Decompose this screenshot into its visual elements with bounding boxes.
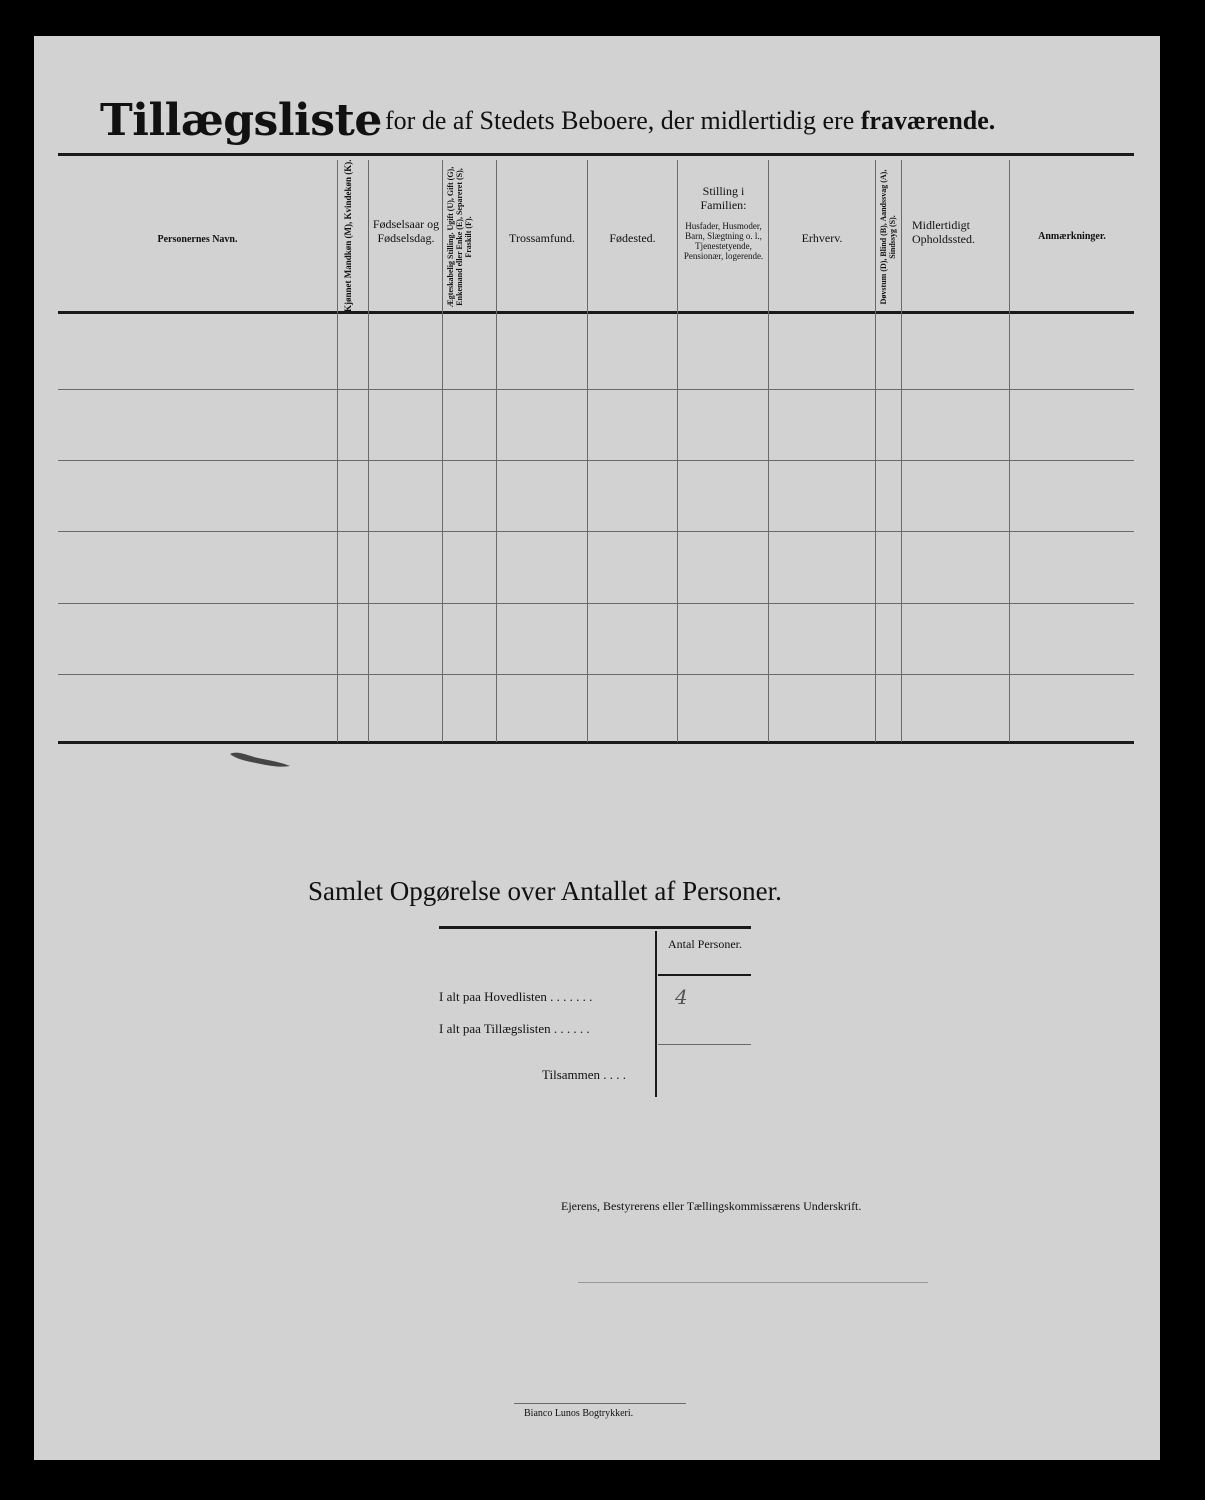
table-row [58,389,1134,390]
ink-smudge [228,750,292,770]
column-header-stilling-sub: Husfader, Husmoder, Barn, Slægtning o. l., Tjenestetyende, Pensionær, logerende. [683,221,764,261]
column-header-anmaerkninger: Anmærkninger. [1038,231,1106,242]
form-subtitle-text: for de af Stedets Beboere, der midlertidig ere [385,106,855,135]
summary-label-tilsammen: Tilsammen . . . . [542,1067,627,1082]
form-subtitle [385,106,995,136]
column-divider [677,160,678,742]
summary-top-rule [439,926,751,929]
column-header-aegte: Ægteskabelig Stilling. Ugift (U), Gift (G), Enkemand eller Enke (E), Separeret (S), Fraskilt (F). [446,166,473,308]
column-divider [901,160,902,742]
table-bottom-rule [58,741,1134,744]
table-row [58,603,1134,604]
column-divider [496,160,497,742]
column-divider [368,160,369,742]
summary-total-rule [658,1044,751,1045]
census-form-page [34,36,1160,1460]
column-header-erhverv: Erhverv. [801,231,843,245]
summary-label-hovedlisten: I alt paa Hovedlisten . . . . . . . [439,989,593,1004]
table-row [58,674,1134,675]
column-divider [587,160,588,742]
column-header-kjonnet: Kjønnet Mandkøn (M), Kvindekøn (K). [343,159,353,312]
summary-title: Samlet Opgørelse over Antallet af Personer. [308,876,782,906]
column-divider [337,160,338,742]
column-divider [875,160,876,742]
summary-column-header: Antal Personer. [668,937,742,951]
printer-imprint: Bianco Lunos Bogtrykkeri. [524,1408,634,1419]
column-header-stilling: Stilling i Familien: [700,184,747,212]
table-top-rule [58,153,1134,156]
column-header-fodsel: Fødselsaar og Fødselsdag. [372,217,440,245]
column-divider [1009,160,1010,742]
summary-value-hovedlisten: 4 [675,985,688,1009]
summary-header-rule [658,974,751,976]
signature-line [578,1282,928,1283]
column-divider [768,160,769,742]
column-header-tro: Trossamfund. [509,231,575,245]
table-row [58,460,1134,461]
header-bottom-rule [58,311,1134,314]
signature-caption: Ejerens, Bestyrerens eller Tællingskommissærens Underskrift. [561,1199,862,1213]
form-title: Tillægsliste [100,95,382,146]
column-header-navn: Personernes Navn. [157,234,238,245]
form-subtitle-bold: fraværende. [860,106,996,135]
column-header-fodested: Fødested. [609,231,656,245]
table-row [58,531,1134,532]
summary-divider [655,931,657,1097]
column-header-midlertidigt: Midlertidigt Opholdssted. [912,218,975,246]
column-divider [442,160,443,742]
printer-rule [514,1403,686,1404]
column-header-dovstum: Døvstum (D), Blind (B), Aandssvag (A), Sindssyg (S). [879,169,897,305]
summary-label-tillaegslisten: I alt paa Tillægslisten . . . . . . [439,1021,590,1036]
